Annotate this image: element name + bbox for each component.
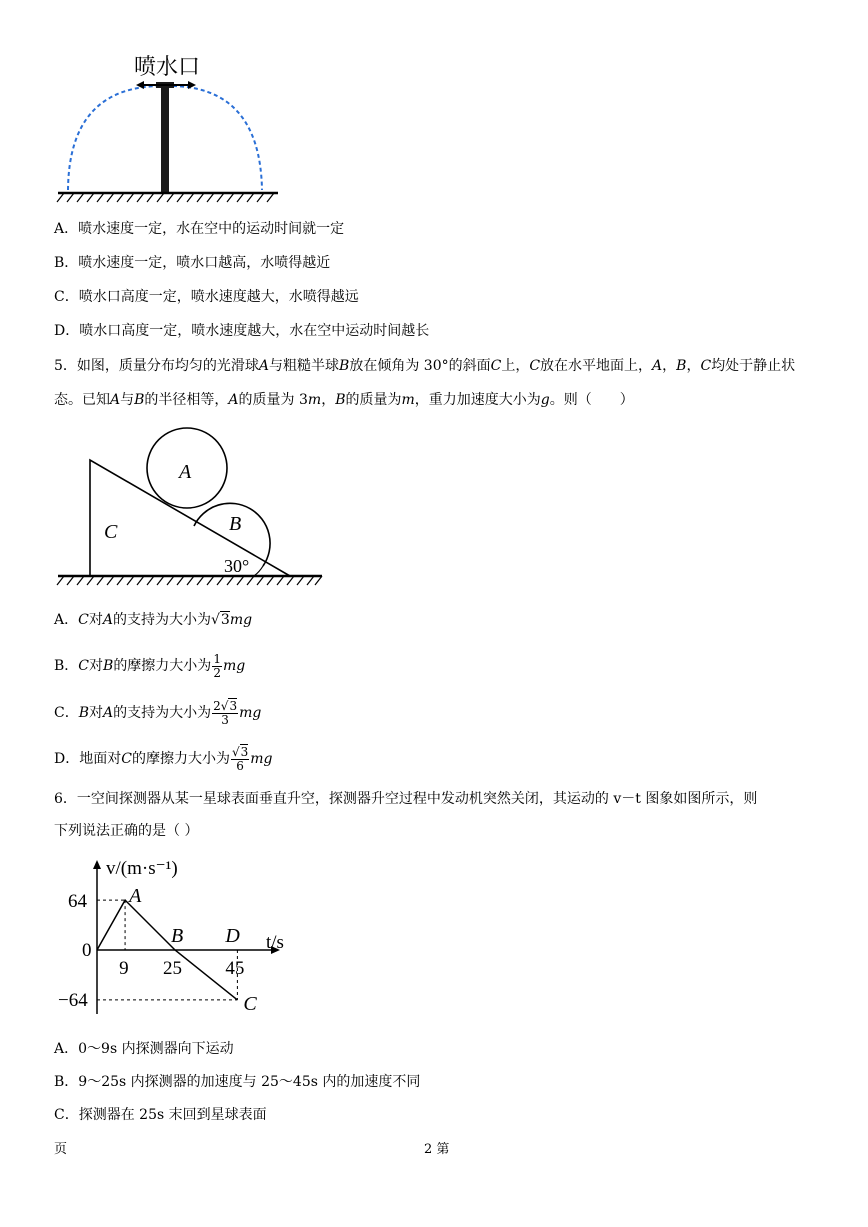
footer-page-number: 2 第 [424,1142,450,1157]
ball-a-label: A [179,461,192,483]
right-water-arc [166,86,262,190]
fraction-root3-over-6: $\frac{√3}{6}$ [231,744,249,773]
ball-b-label: B [229,513,242,535]
y-tick-64: 64 [68,891,87,913]
y-tick-neg64: −64 [58,989,88,1011]
angle-label: 30° [224,556,250,576]
fraction-half: $\frac{1}{2}$ [213,651,221,680]
left-water-arc [68,86,166,190]
nozzle-pipe [161,86,169,193]
q4-option-a: A．喷水速度一定，水在空中的运动时间就一定 [54,221,345,237]
x-tick-25: 25 [163,958,182,979]
q5-option-b: B．C对B的摩擦力大小为 $\frac{1}{2}$ mg [54,651,246,680]
y-axis-label: v/(m·s⁻¹) [106,858,178,879]
point-label-b: B [171,925,184,947]
point-label-d: D [225,925,240,947]
q6-stem-line1: 6．一空间探测器从某一星球表面垂直升空，探测器升空过程中发动机突然关闭，其运动的 v－t 图象如图所示，则 [54,791,758,807]
q6-stem-line2: 下列说法正确的是（ ） [54,823,199,839]
q4-option-c: C．喷水口高度一定，喷水速度越大，水喷得越远 [54,289,359,305]
q6-option-c: C．探测器在 25s 末回到星球表面 [54,1107,267,1123]
q5-stem: 5．如图，质量分布均匀的光滑球A与粗糙半球B放在倾角为 30°的斜面C上，C放在水平地面上，A，B，C均处于静止状态。已知A与B的半径相等，A的质量为 3m，B的质量为m，重力加速度大小为g。则（ ） [54,358,796,408]
q5-option-a: A．C对A的支持为大小为√3mg [54,612,253,628]
q4-option-b: B．喷水速度一定，喷水口越高，水喷得越近 [54,255,331,271]
vt-chart [54,852,314,1022]
fraction-2root3-over-3: $\frac{2√3}{3}$ [213,698,238,727]
q5-option-d: D．地面对C的摩擦力大小为 $\frac{√3}{6}$ mg [54,744,273,773]
block-c-label: C [104,521,118,543]
q6-option-b: B．9～25s 内探测器的加速度与 25～45s 内的加速度不同 [54,1074,421,1090]
fountain-figure [54,50,284,210]
q4-option-d: D．喷水口高度一定，喷水速度越大，水在空中运动时间越长 [54,323,430,339]
point-label-c: C [243,992,257,1015]
ground-hatch [57,193,274,202]
point-label-a: A [129,885,142,908]
q5-option-c: C．B对A的支持为大小为 $\frac{2√3}{3}$ mg [54,698,262,727]
x-tick-45: 45 [225,958,245,979]
y-axis-arrow [93,860,101,869]
ground-hatch [57,576,322,585]
q6-option-a: A．0～9s 内探测器向下运动 [54,1041,234,1057]
nozzle-label: 喷水口 [134,54,201,79]
incline-figure [54,424,329,589]
x-axis-label: t/s [266,932,284,953]
footer-left: 页 [54,1142,68,1157]
y-tick-0: 0 [82,940,92,961]
angle-arc [254,566,263,576]
x-tick-9: 9 [119,958,129,979]
